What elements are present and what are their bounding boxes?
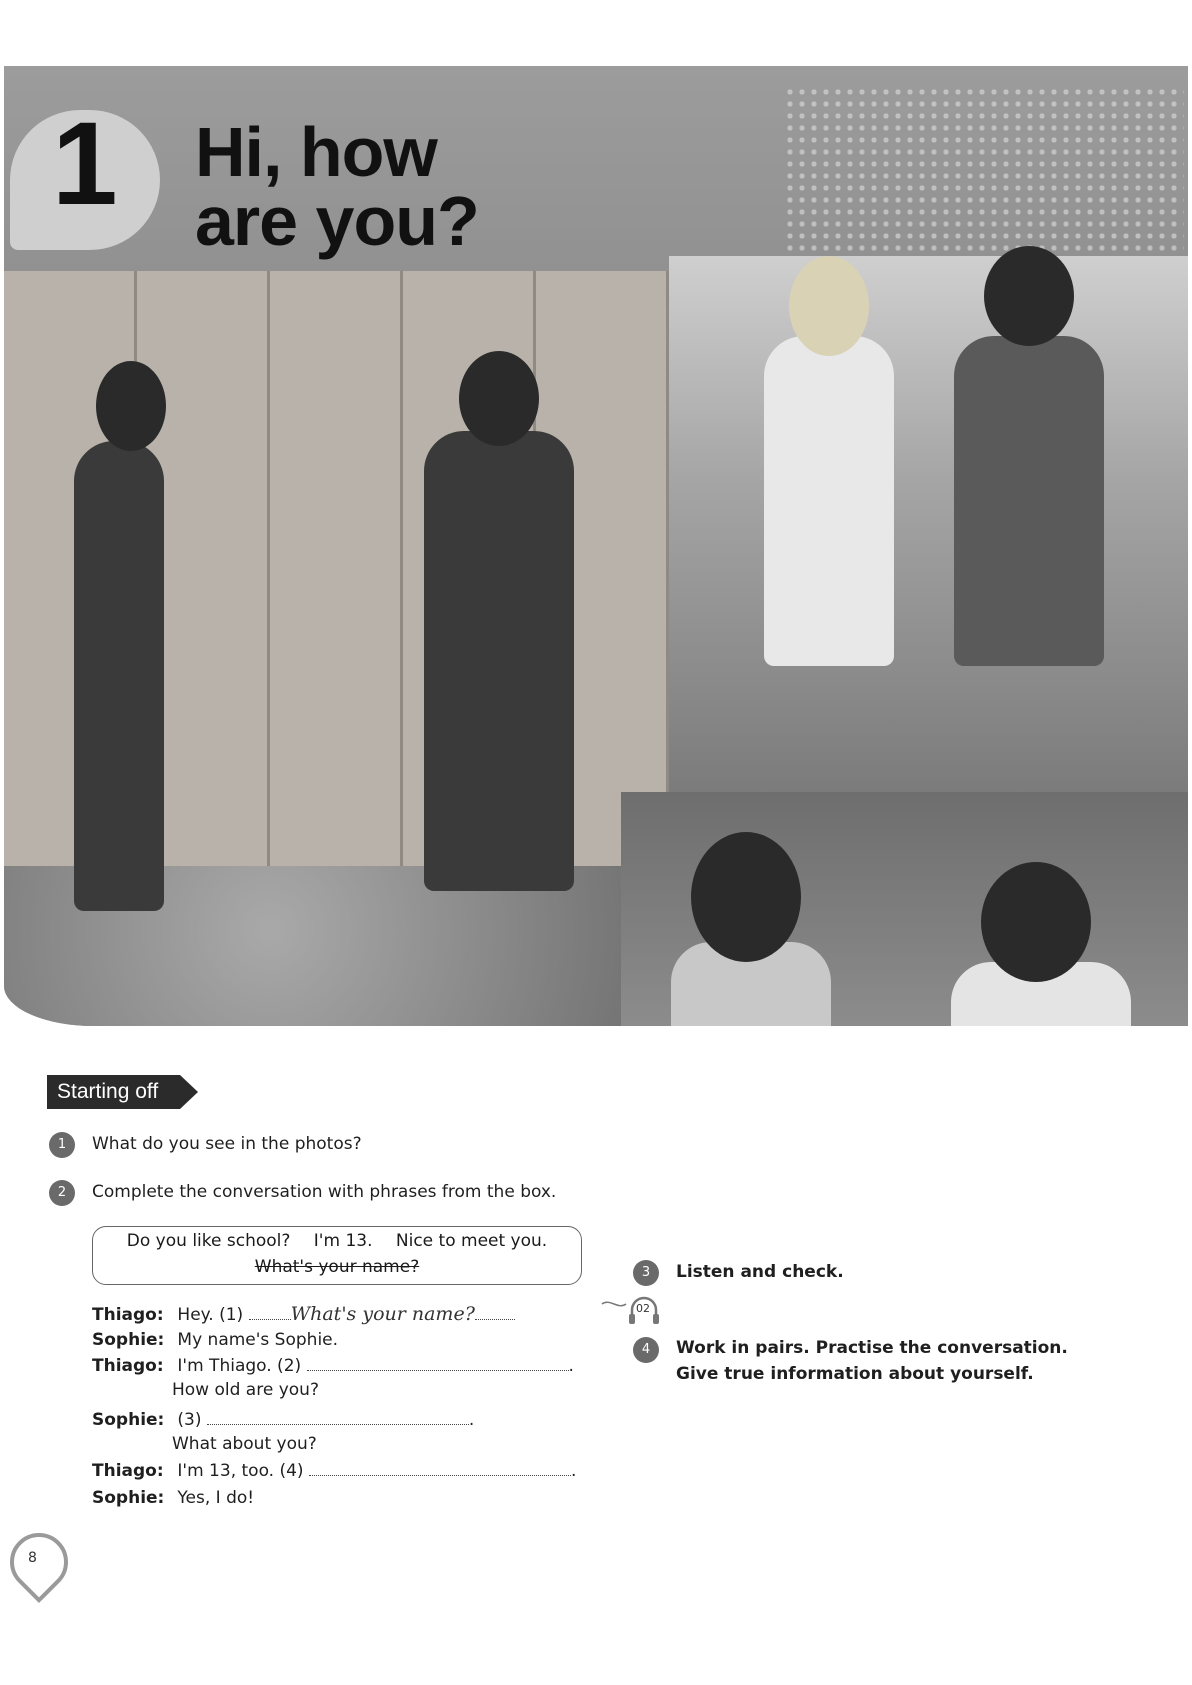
speaker: Thiago: <box>92 1461 164 1481</box>
speaker: Sophie: <box>92 1488 165 1508</box>
unit-title <box>195 113 479 260</box>
halftone-pattern <box>784 86 1184 266</box>
section-tag: Starting off <box>47 1075 180 1109</box>
photo-lockers <box>4 271 669 1026</box>
photo-boys-skateboards <box>669 256 1188 801</box>
conversation-line <box>92 1303 515 1325</box>
page-number: 8 <box>28 1550 37 1566</box>
unit-number: 1 <box>52 98 118 230</box>
line-text: I'm Thiago. (2) <box>177 1356 302 1376</box>
conversation-line <box>92 1461 576 1481</box>
headphones-icon[interactable] <box>600 1290 660 1330</box>
conversation-line <box>92 1488 254 1508</box>
conversation-line-cont: What about you? <box>172 1434 317 1454</box>
exercise-3-badge: 3 <box>633 1260 659 1286</box>
line-text: I'm 13, too. (4) <box>177 1461 304 1481</box>
line-text: (3) <box>177 1410 202 1430</box>
conversation-line <box>92 1356 574 1376</box>
exercise-4-instruction-line2: Give true information about yourself. <box>676 1364 1034 1384</box>
speaker: Sophie: <box>92 1410 165 1430</box>
answer-blank <box>475 1307 515 1320</box>
exercise-1-badge: 1 <box>49 1132 75 1158</box>
handwritten-answer: What's your name? <box>290 1303 475 1325</box>
exercise-3-instruction: Listen and check. <box>676 1262 844 1282</box>
conversation-line <box>92 1410 474 1430</box>
phrase-box <box>92 1226 582 1285</box>
exercise-2-badge: 2 <box>49 1180 75 1206</box>
line-end: . <box>468 1410 475 1430</box>
page-marker-icon <box>0 1521 80 1603</box>
unit-title-line1: Hi, how <box>195 113 437 191</box>
exercise-2-instruction: Complete the conversation with phrases from the box. <box>92 1182 557 1202</box>
hero-banner <box>4 66 1188 1026</box>
speaker: Thiago: <box>92 1305 164 1325</box>
answer-blank <box>307 1358 569 1371</box>
answer-blank <box>309 1463 571 1476</box>
line-end: . <box>568 1356 574 1376</box>
conversation-line <box>92 1330 338 1350</box>
line-text: Hey. (1) <box>177 1305 244 1325</box>
phrase-crossed-out: What's your name? <box>254 1257 420 1277</box>
exercise-4-instruction-line1: Work in pairs. Practise the conversation. <box>676 1338 1068 1358</box>
answer-blank <box>249 1307 291 1320</box>
phrase: I'm 13. <box>313 1231 373 1251</box>
phrase: Do you like school? <box>126 1231 291 1251</box>
answer-blank <box>207 1412 469 1425</box>
line-text: Yes, I do! <box>177 1488 255 1508</box>
line-text: My name's Sophie. <box>177 1330 339 1350</box>
conversation-line-cont: How old are you? <box>172 1380 319 1400</box>
photo-girls <box>621 792 1188 1026</box>
unit-title-line2: are you? <box>195 181 479 260</box>
exercise-4-badge: 4 <box>633 1337 659 1363</box>
speaker: Sophie: <box>92 1330 165 1350</box>
exercise-1-instruction: What do you see in the photos? <box>92 1134 362 1154</box>
speaker: Thiago: <box>92 1356 164 1376</box>
audio-track-number: 02 <box>636 1302 650 1315</box>
line-end: . <box>570 1461 577 1481</box>
phrase: Nice to meet you. <box>395 1231 548 1251</box>
